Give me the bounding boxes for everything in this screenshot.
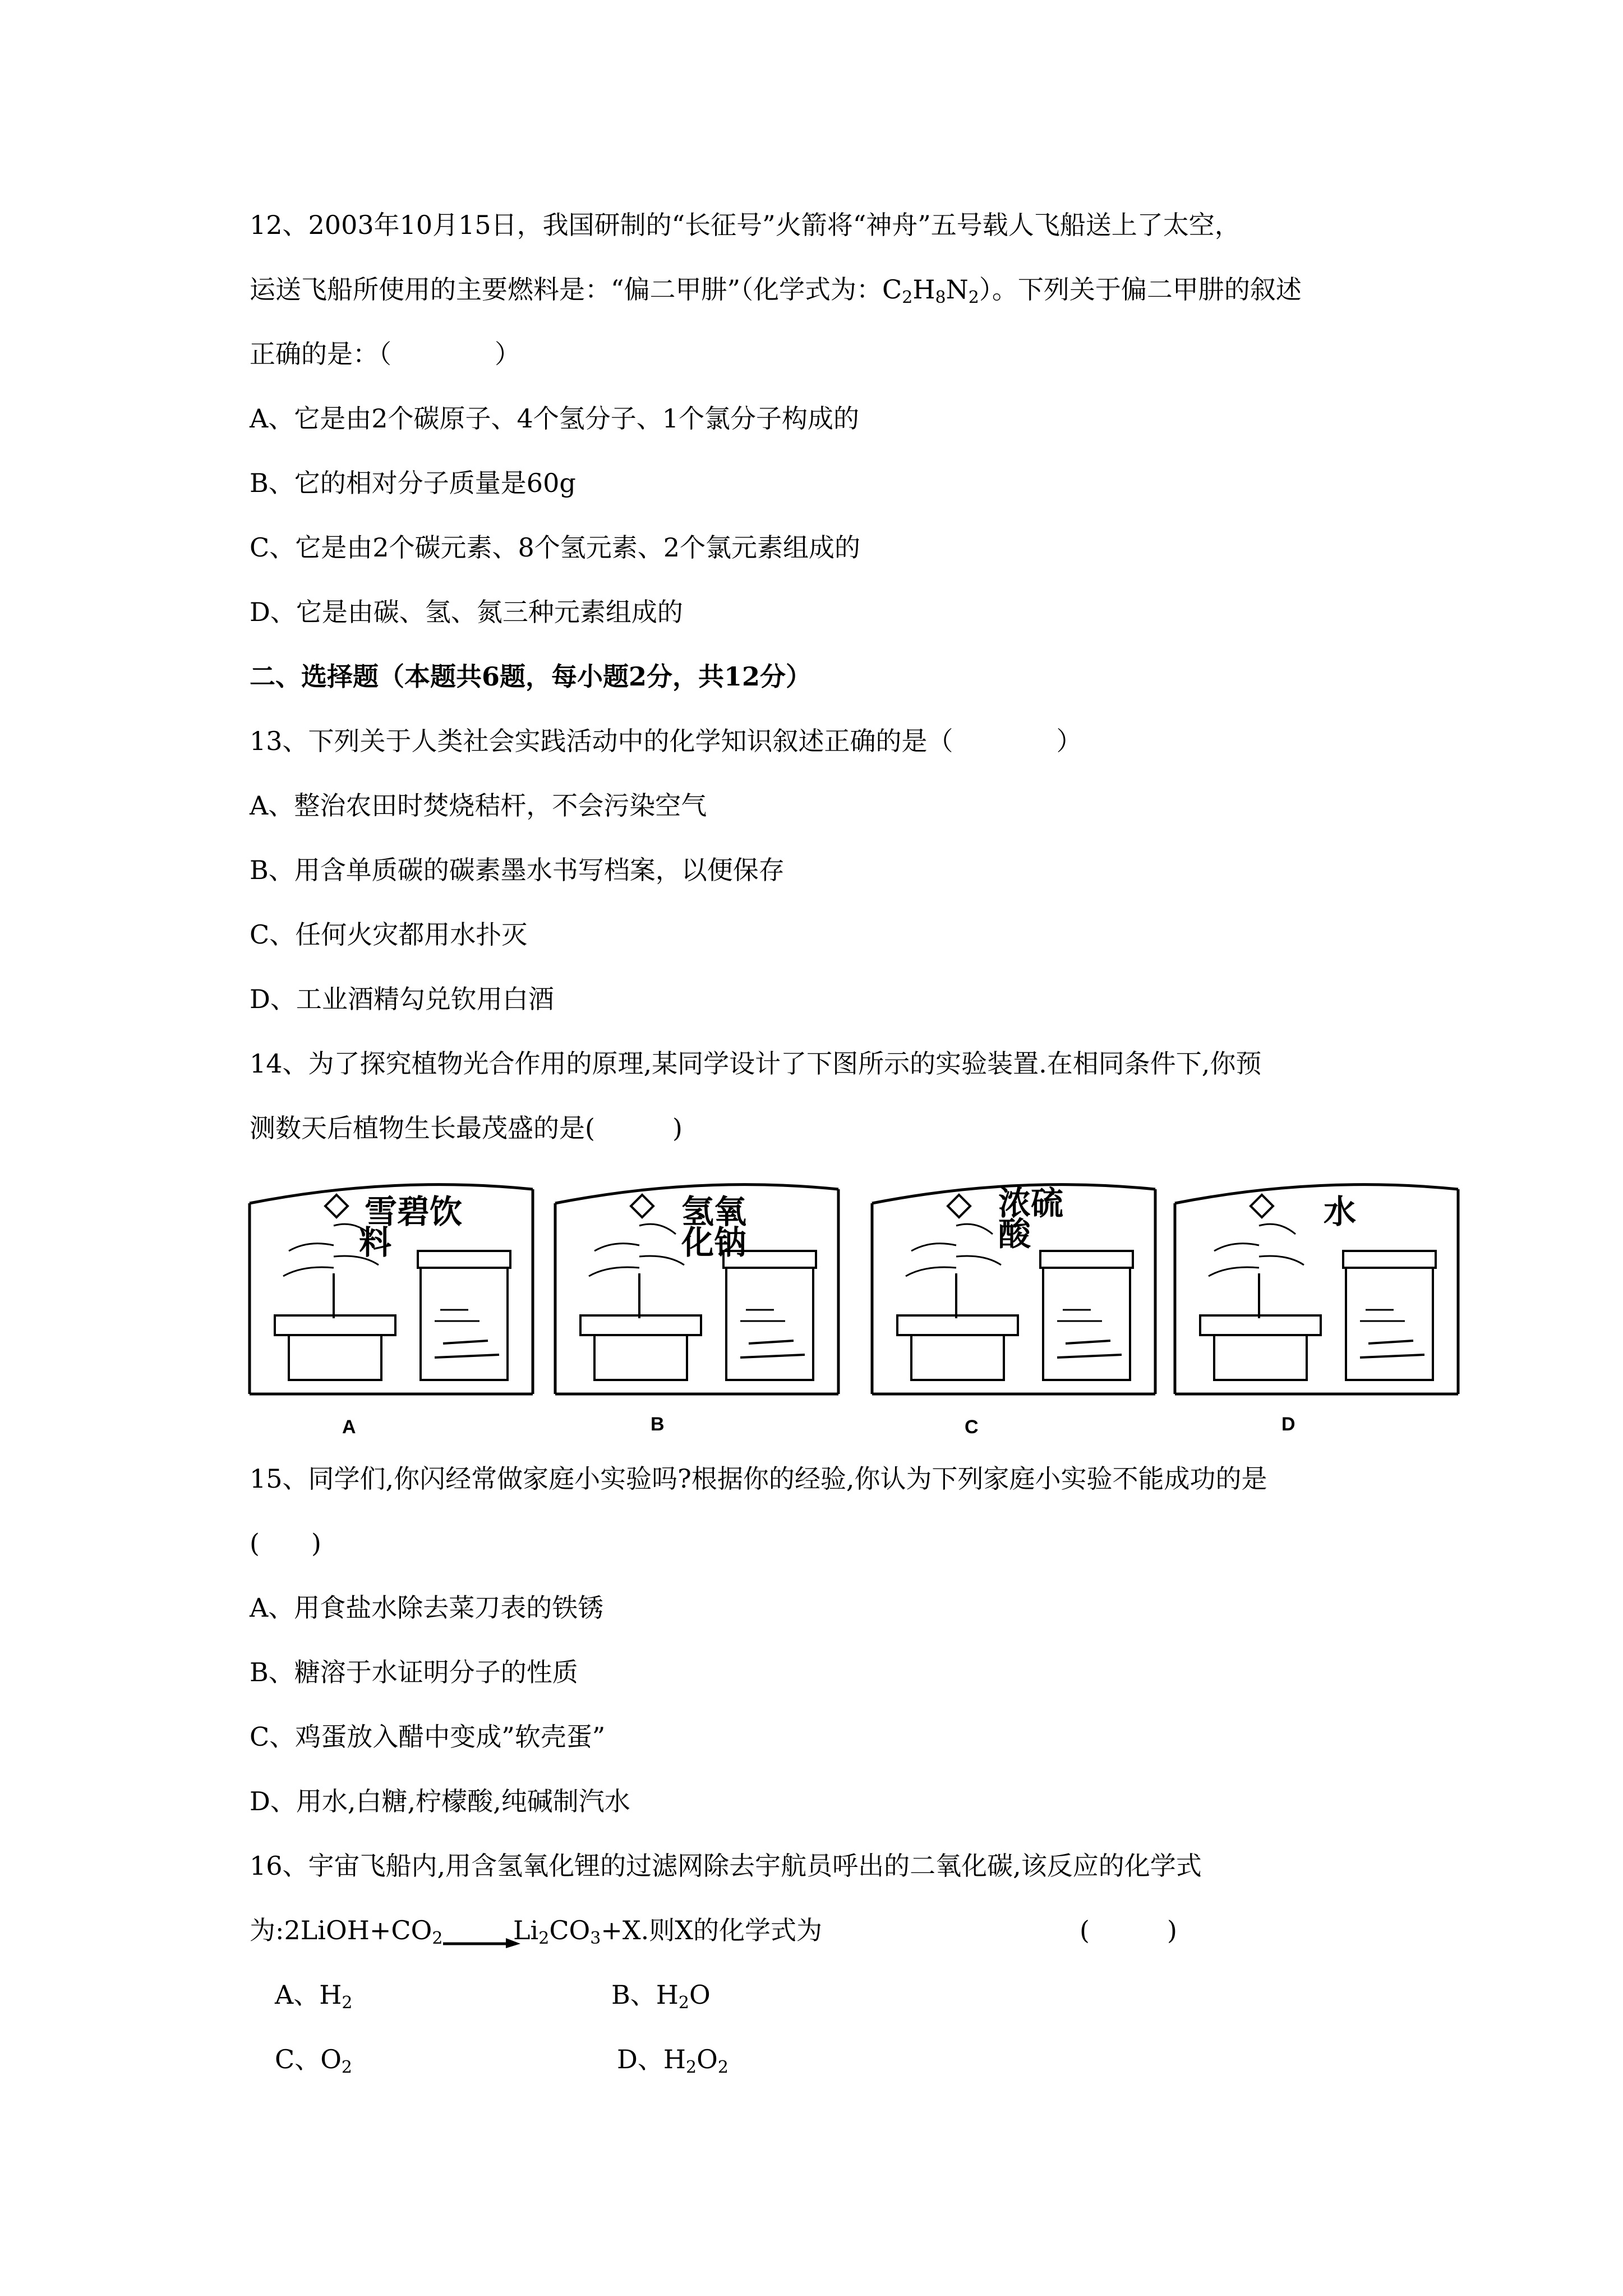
q13-option-b: B、用含单质碳的碳素墨水书写档案，以便保存 [250, 855, 785, 885]
section-heading: 二、选择题（本题共6题，每小题2分，共12分） [250, 661, 812, 692]
q16-opt-d-sub2: 2 [717, 2058, 728, 2077]
q14-stem-line2: 测数天后植物生长最茂盛的是( ) [250, 1113, 683, 1143]
q16-stem-line1: 16、宇宙飞船内,用含氢氧化锂的过滤网除去宇航员呼出的二氧化碳,该反应的化学式 [250, 1851, 1202, 1881]
q14-experiment-figure [241, 1164, 1492, 1450]
q16-option-c [275, 2044, 352, 2075]
q16-answer-paren: ( ) [1080, 1915, 1177, 1945]
q16-opt-b-sub: 2 [678, 1993, 690, 2013]
setup-d-label: D [1281, 1414, 1295, 1435]
q12-option-b: B、它的相对分子质量是60g [250, 468, 576, 498]
q15-option-b: B、糖溶于水证明分子的性质 [250, 1657, 578, 1687]
q12-sub-h: 8 [935, 288, 946, 307]
q12-stem-line3: 正确的是：（ ） [250, 339, 520, 369]
q15-option-c: C、鸡蛋放入醋中变成”软壳蛋” [250, 1722, 606, 1752]
q12-sub-c: 2 [902, 288, 913, 307]
reaction-arrow-icon [443, 1932, 522, 1949]
q16-eq-right-sub1: 2 [538, 1929, 550, 1948]
q16-opt-d-tail: O [697, 2044, 718, 2074]
setup-a [250, 1185, 533, 1438]
setup-a-liquid-line1: 雪碧饮 [365, 1194, 463, 1230]
q16-equation-right [513, 1915, 822, 1946]
q16-eq-left-text: 为:2LiOH+CO [250, 1915, 432, 1945]
q14-stem-line1: 14、为了探究植物光合作用的原理,某同学设计了下图所示的实验装置.在相同条件下,你预 [250, 1048, 1262, 1079]
setup-c-liquid-line2: 酸 [998, 1216, 1031, 1253]
q12-h-letter: H [912, 274, 935, 305]
setup-d-liquid-line1: 水 [1324, 1194, 1357, 1230]
setup-b-label: B [651, 1414, 665, 1435]
q16-equation-left [250, 1915, 442, 1946]
q16-opt-d-sub: 2 [686, 2058, 697, 2077]
q16-option-b [611, 1979, 711, 2013]
q15-option-d: D、用水,白糖,柠檬酸,纯碱制汽水 [250, 1786, 630, 1816]
q16-eq-left-sub: 2 [432, 1929, 443, 1948]
setup-b-liquid-line2: 化钠 [681, 1225, 747, 1261]
q13-option-d: D、工业酒精勾兑钦用白酒 [250, 984, 554, 1014]
q16-opt-b-tail: O [689, 1980, 711, 2010]
q16-eq-right-b: CO [549, 1915, 591, 1945]
q16-opt-b-text: B、H [611, 1980, 679, 2010]
q16-option-a [275, 1979, 353, 2013]
q12-option-a: A、它是由2个碳原子、4个氢分子、1个氯分子构成的 [250, 403, 860, 434]
setup-b [555, 1185, 838, 1435]
q12-option-c: C、它是由2个碳元素、8个氢元素、2个氯元素组成的 [250, 532, 860, 563]
q15-option-a: A、用食盐水除去菜刀表的铁锈 [250, 1593, 604, 1623]
q16-eq-right-a: Li [513, 1915, 539, 1945]
q16-option-d [617, 2044, 728, 2075]
setup-c [872, 1185, 1155, 1438]
q12-line2-post: ）。下列关于偏二甲肼的叙述 [979, 274, 1302, 305]
q13-option-c: C、任何火灾都用水扑灭 [250, 919, 528, 950]
setup-b-liquid-line1: 氢氧 [681, 1194, 747, 1230]
q12-stem-line2 [250, 274, 1302, 305]
setup-d [1175, 1185, 1458, 1435]
q16-eq-right-c: +X.则X的化学式为 [601, 1915, 823, 1945]
q12-n-letter: N [946, 274, 969, 305]
q16-opt-c-sub: 2 [341, 2058, 353, 2077]
q12-stem-line1: 12、2003年10月15日，我国研制的“长征号”火箭将“神舟”五号载人飞船送上了太空， [250, 210, 1241, 240]
q16-opt-c-text: C、O [275, 2044, 342, 2074]
q13-option-a: A、整治农田时焚烧秸杆，不会污染空气 [250, 790, 707, 821]
setup-c-label: C [965, 1416, 979, 1438]
q12-sub-n: 2 [968, 288, 979, 307]
q16-opt-a-text: A、H [275, 1980, 342, 2010]
setup-a-liquid-line2: 料 [359, 1225, 392, 1261]
q12-line2-pre: 运送飞船所使用的主要燃料是：“偏二甲肼”（化学式为：C [250, 274, 902, 305]
q15-stem-line2: ( ) [250, 1528, 321, 1558]
q13-stem: 13、下列关于人类社会实践活动中的化学知识叙述正确的是（ ） [250, 726, 1082, 756]
setup-a-label: A [342, 1416, 356, 1438]
q12-option-d: D、它是由碳、氢、氮三种元素组成的 [250, 597, 683, 627]
setup-c-liquid-line1: 浓硫 [998, 1185, 1064, 1222]
q16-eq-right-sub2: 3 [590, 1929, 601, 1948]
q15-stem-line1: 15、同学们,你闪经常做家庭小实验吗?根据你的经验,你认为下列家庭小实验不能成功的是 [250, 1464, 1267, 1494]
q16-opt-d-text: D、H [617, 2044, 686, 2074]
q16-opt-a-sub: 2 [342, 1993, 353, 2013]
